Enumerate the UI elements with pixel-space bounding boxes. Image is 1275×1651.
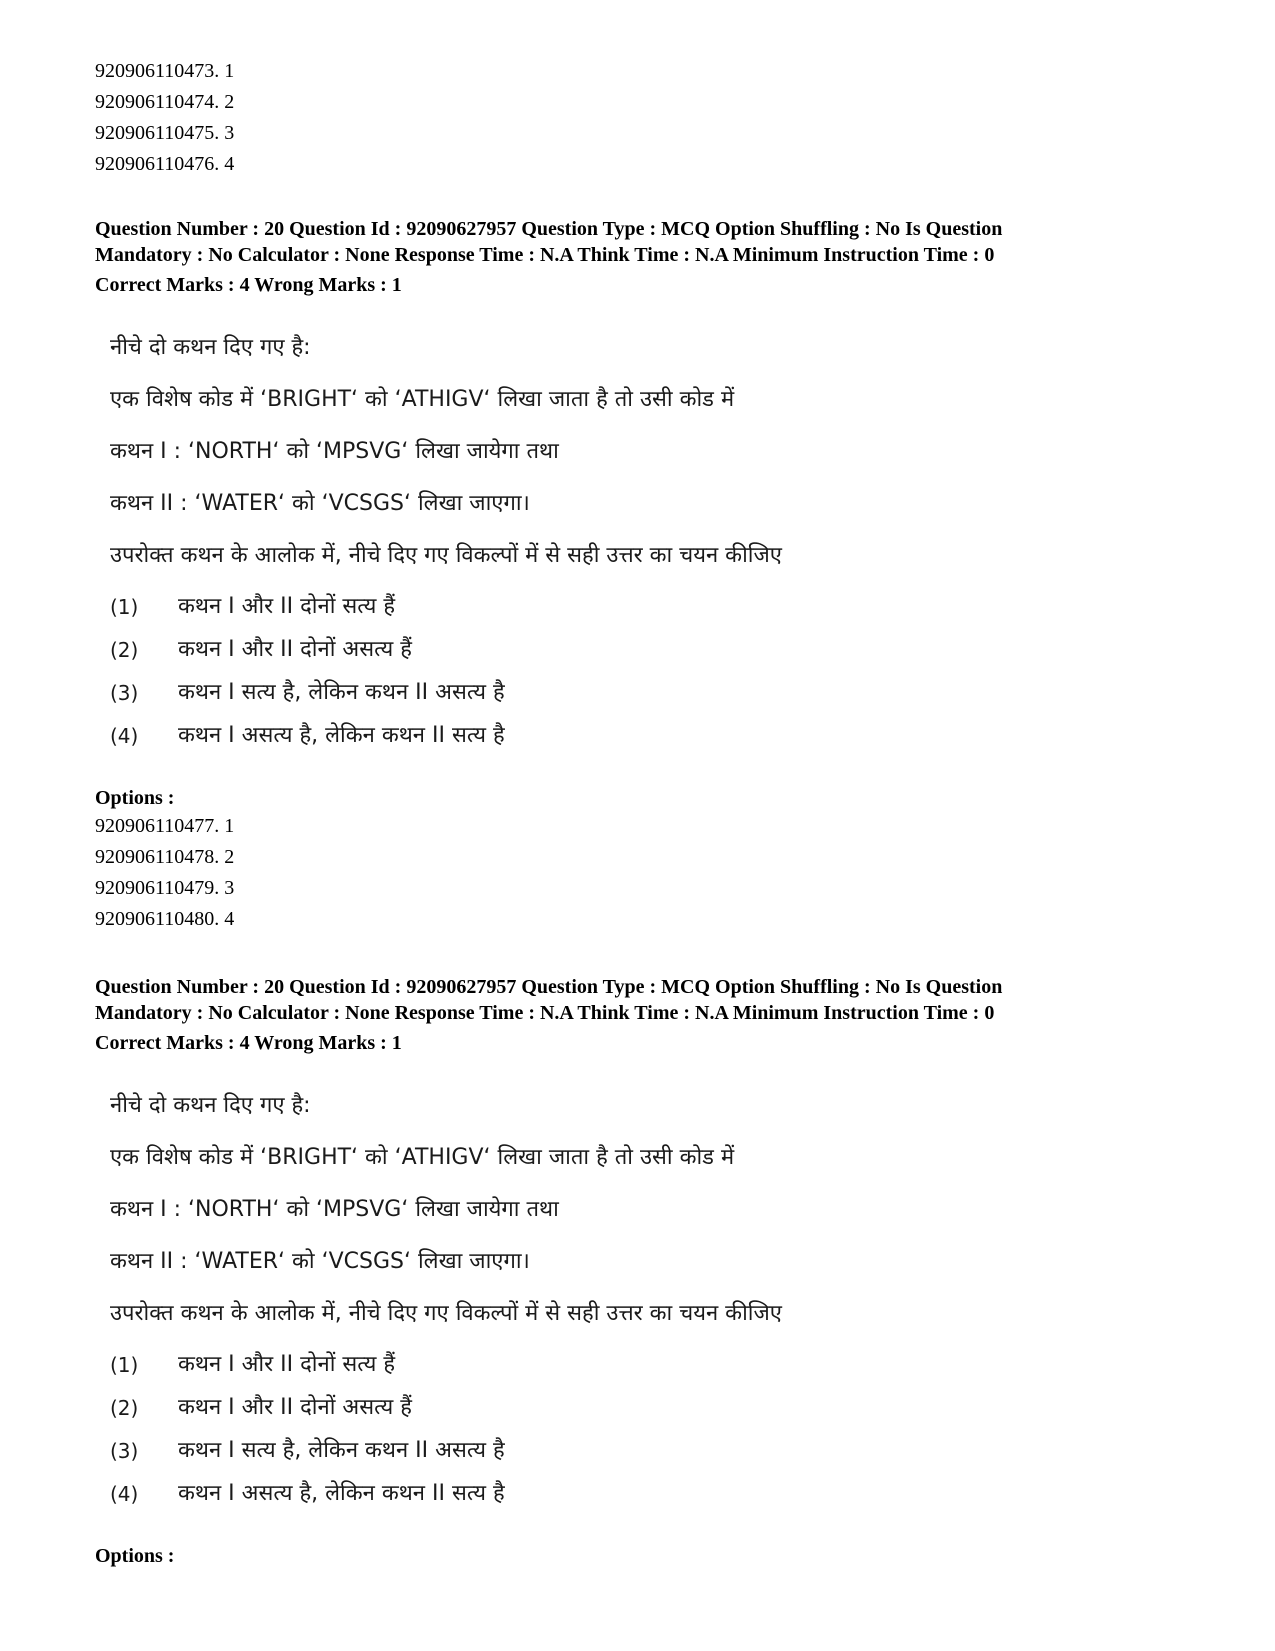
question-line: कथन I : ‘NORTH‘ को ‘MPSVG‘ लिखा जायेगा तथा: [110, 439, 559, 464]
option-line: 920906110480. 4: [95, 908, 235, 930]
question-line: उपरोक्त कथन के आलोक में, नीचे दिए गए विकल्पों में से सही उत्तर का चयन कीजिए: [110, 1301, 782, 1326]
option-line: 920906110473. 1: [95, 60, 235, 82]
choice-text: कथन I असत्य है, लेकिन कथन II सत्य है: [178, 1481, 505, 1506]
question-meta-line: Mandatory : No Calculator : None Response Time : N.A Think Time : N.A Minimum Instruction Time : 0: [95, 1002, 995, 1024]
options-list: [95, 811, 234, 935]
choice-text: कथन I और II दोनों असत्य हैं: [178, 1395, 412, 1420]
options-heading: Options :: [95, 787, 175, 809]
question-meta-line: Mandatory : No Calculator : None Response Time : N.A Think Time : N.A Minimum Instruction Time : 0: [95, 244, 995, 266]
answer-choice: [110, 1348, 782, 1391]
answer-choice: [110, 590, 782, 633]
choice-number: (2): [110, 1396, 139, 1420]
question-meta-line: Question Number : 20 Question Id : 92090627957 Question Type : MCQ Option Shuffling : No Is Question: [95, 218, 1003, 240]
choice-text: कथन I सत्य है, लेकिन कथन II असत्य है: [178, 1438, 505, 1463]
answer-choice: [110, 676, 782, 719]
choice-number: (1): [110, 595, 139, 619]
question-line: नीचे दो कथन दिए गए है:: [110, 335, 311, 360]
choice-text: कथन I और II दोनों असत्य हैं: [178, 637, 412, 662]
choice-number: (4): [110, 1482, 139, 1506]
answer-choice: [110, 1391, 782, 1434]
option-line: 920906110479. 3: [95, 877, 235, 899]
choice-number: (3): [110, 1439, 139, 1463]
choice-number: (4): [110, 724, 139, 748]
choice-number: (1): [110, 1353, 139, 1377]
question-line: उपरोक्त कथन के आलोक में, नीचे दिए गए विकल्पों में से सही उत्तर का चयन कीजिए: [110, 543, 782, 568]
option-line: 920906110478. 2: [95, 846, 235, 868]
previous-options-list: [95, 56, 234, 180]
question-image: [110, 330, 782, 762]
choice-number: (3): [110, 681, 139, 705]
question-line: नीचे दो कथन दिए गए है:: [110, 1093, 311, 1118]
choice-text: कथन I और II दोनों सत्य हैं: [178, 594, 396, 619]
choice-text: कथन I असत्य है, लेकिन कथन II सत्य है: [178, 723, 505, 748]
answer-choice: [110, 719, 782, 762]
option-line: 920906110477. 1: [95, 815, 235, 837]
question-line: एक विशेष कोड में ‘BRIGHT‘ को ‘ATHIGV‘ लिखा जाता है तो उसी कोड में: [110, 387, 735, 412]
option-line: 920906110476. 4: [95, 153, 235, 175]
answer-choice: [110, 1434, 782, 1477]
choice-text: कथन I सत्य है, लेकिन कथन II असत्य है: [178, 680, 505, 705]
question-line: कथन II : ‘WATER‘ को ‘VCSGS‘ लिखा जाएगा।: [110, 491, 530, 516]
question-meta: [95, 216, 1205, 298]
answer-choice: [110, 1477, 782, 1520]
options-heading: Options :: [95, 1545, 175, 1567]
choice-text: कथन I और II दोनों सत्य हैं: [178, 1352, 396, 1377]
option-line: 920906110474. 2: [95, 91, 235, 113]
answer-choice: [110, 633, 782, 676]
question-line: कथन I : ‘NORTH‘ को ‘MPSVG‘ लिखा जायेगा तथा: [110, 1197, 559, 1222]
option-line: 920906110475. 3: [95, 122, 235, 144]
question-image: [110, 1088, 782, 1520]
question-meta-line: Question Number : 20 Question Id : 92090627957 Question Type : MCQ Option Shuffling : No Is Question: [95, 976, 1003, 998]
question-line: कथन II : ‘WATER‘ को ‘VCSGS‘ लिखा जाएगा।: [110, 1249, 530, 1274]
marks-line: Correct Marks : 4 Wrong Marks : 1: [95, 274, 402, 296]
question-line: एक विशेष कोड में ‘BRIGHT‘ को ‘ATHIGV‘ लिखा जाता है तो उसी कोड में: [110, 1145, 735, 1170]
marks-line: Correct Marks : 4 Wrong Marks : 1: [95, 1032, 402, 1054]
question-meta: [95, 974, 1205, 1056]
choice-number: (2): [110, 638, 139, 662]
